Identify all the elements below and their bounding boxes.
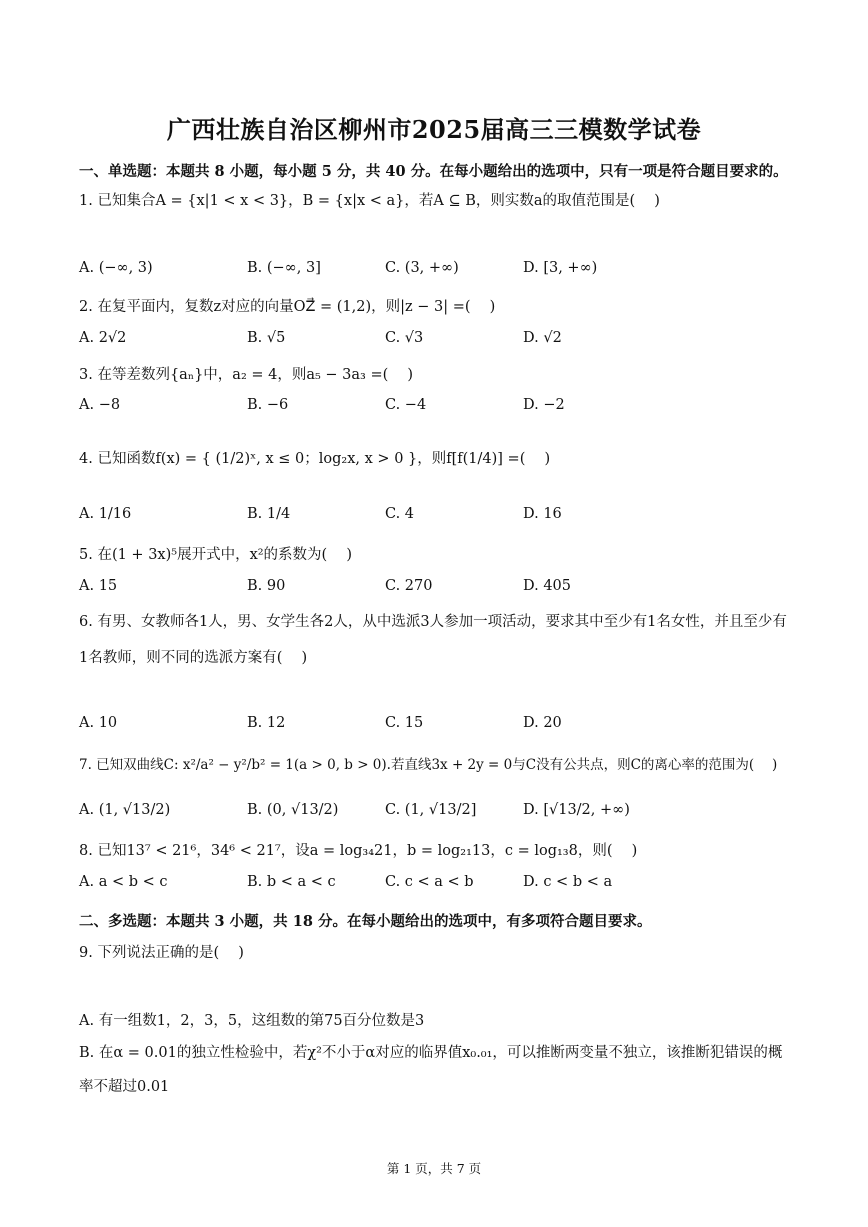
question-9-option-b: B. 在α = 0.01的独立性检验中，若χ²不小于α对应的临界值x₀.₀₁，可以推断两变量不独立，该推断犯错误的概率不超过0.01: [79, 1045, 783, 1095]
question-3: 3. 在等差数列{aₙ}中，a₂ = 4，则a₅ − 3a₃ =( ): [79, 367, 414, 383]
question-5: 5. 在(1 + 3x)⁵展开式中，x²的系数为( ): [79, 547, 352, 563]
option-b: B. b < a < c: [247, 874, 336, 890]
options-2: [79, 330, 791, 354]
option-c: C. 4: [385, 506, 415, 522]
option-c: C. c < a < b: [385, 874, 474, 890]
option-b: B. (−∞, 3]: [247, 260, 321, 276]
option-b: B. √5: [247, 330, 286, 346]
question-4: 4. 已知函数f(x) = { (1/2)ˣ, x ≤ 0；log₂x, x > 0 }，则f[f(1/4)] =( ): [79, 451, 551, 467]
option-d: D. 20: [523, 715, 562, 731]
option-b: B. 12: [247, 715, 286, 731]
option-c: C. √3: [385, 330, 424, 346]
option-d: D. −2: [523, 397, 565, 413]
option-d: D. c < b < a: [523, 874, 613, 890]
option-a: A. 2√2: [79, 330, 127, 346]
options-1: [79, 260, 791, 284]
question-6: 6. 有男、女教师各1人，男、女学生各2人，从中选派3人参加一项活动，要求其中至少有1名女性，并且至少有1名教师，则不同的选派方案有( ): [79, 614, 787, 666]
question-2: 2. 在复平面内，复数z对应的向量OZ⃗ = (1,2)，则|z − 3| =( ): [79, 299, 496, 315]
option-d: D. [√13/2, +∞): [523, 802, 630, 818]
options-5: [79, 578, 791, 602]
option-a: A. a < b < c: [79, 874, 168, 890]
question-7: 7. 已知双曲线C: x²/a² − y²/b² = 1(a > 0, b > 0).若直线3x + 2y = 0与C没有公共点，则C的离心率的范围为( ): [79, 757, 778, 773]
options-3: [79, 397, 791, 421]
option-c: C. (1, √13/2]: [385, 802, 477, 818]
option-a: A. 10: [79, 715, 118, 731]
option-d: D. √2: [523, 330, 562, 346]
option-d: D. 405: [523, 578, 572, 594]
option-d: D. [3, +∞): [523, 260, 598, 276]
question-1: 1. 已知集合A = {x|1 < x < 3}，B = {x|x < a}，若A ⊆ B，则实数a的取值范围是( ): [79, 193, 660, 209]
option-a: A. (−∞, 3): [79, 260, 153, 276]
options-4: [79, 506, 791, 530]
question-9-option-a: A. 有一组数1，2，3，5，这组数的第75百分位数是3: [79, 1013, 425, 1029]
section-multiple-choice: 二、多选题：本题共 3 小题，共 18 分。在每小题给出的选项中，有多项符合题目要求。: [79, 913, 652, 930]
option-c: C. −4: [385, 397, 427, 413]
option-a: A. −8: [79, 397, 121, 413]
page-footer: 第 1 页，共 7 页: [386, 1161, 482, 1176]
option-b: B. −6: [247, 397, 289, 413]
option-a: A. 1/16: [79, 506, 132, 522]
option-b: B. (0, √13/2): [247, 802, 339, 818]
page-title: 广西壮族自治区柳州市2025届高三三模数学试卷: [166, 115, 702, 144]
section-single-choice: 一、单选题：本题共 8 小题，每小题 5 分，共 40 分。在每小题给出的选项中，只有一项是符合题目要求的。: [79, 163, 788, 180]
option-d: D. 16: [523, 506, 562, 522]
option-c: C. (3, +∞): [385, 260, 459, 276]
question-9: 9. 下列说法正确的是( ): [79, 945, 244, 961]
options-6: [79, 715, 791, 739]
option-a: A. (1, √13/2): [79, 802, 171, 818]
options-8: [79, 874, 791, 898]
option-a: A. 15: [79, 578, 118, 594]
question-8: 8. 已知13⁷ < 21⁶，34⁶ < 21⁷，设a = log₃₄21，b = log₂₁13，c = log₁₃8，则( ): [79, 843, 638, 859]
option-c: C. 270: [385, 578, 433, 594]
option-b: B. 90: [247, 578, 286, 594]
option-c: C. 15: [385, 715, 424, 731]
option-b: B. 1/4: [247, 506, 291, 522]
options-7: [79, 802, 791, 826]
